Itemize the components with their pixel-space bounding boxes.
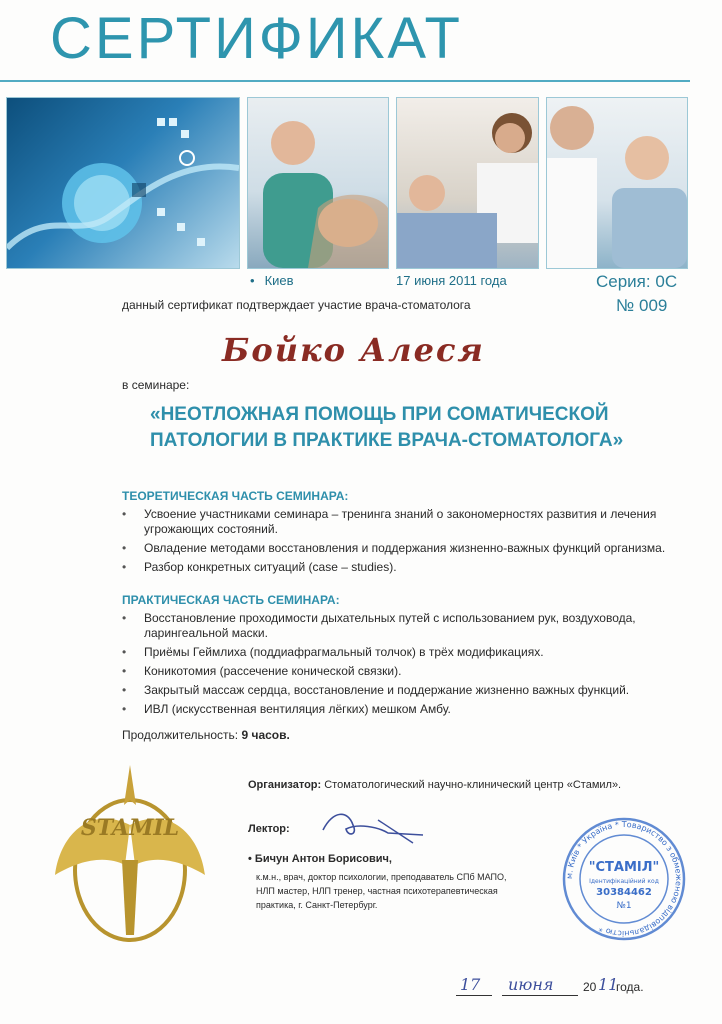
dentist-photo-1 [247, 97, 389, 269]
stamp-ring-text: м. Київ * Україна * Товариство з обмеженою відповідальністю * [564, 819, 684, 939]
list-item: • Закрытый массаж сердца, восстановление и поддержание жизненно важных функций. [122, 683, 697, 698]
seminar-title: «НЕОТЛОЖНАЯ ПОМОЩЬ ПРИ СОМАТИЧЕСКОЙ ПАТОЛОГИИ В ПРАКТИКЕ ВРАЧА-СТОМАТОЛОГА» [150, 404, 624, 451]
sign-date: 17 июня 20 11 года. [450, 975, 670, 1005]
logo-text: STAMIL [80, 815, 180, 841]
dentist-photo-3 [546, 97, 688, 269]
lector-label: Лектор: [248, 823, 290, 835]
title-divider [0, 80, 690, 82]
lector-name: • Бичун Антон Борисович, [248, 853, 392, 865]
certificate-number: № 009 [616, 296, 668, 315]
participant-name: Бойко Алеся [222, 331, 485, 369]
location: • Киев [250, 273, 294, 288]
list-item: • ИВЛ (искусственная вентиляция лёгких) мешком Амбу. [122, 702, 697, 717]
list-item: • Овладение методами восстановления и поддержания жизненно-важных функций организма. [122, 541, 697, 556]
theory-list [122, 507, 697, 575]
series: Серия: 0С [596, 272, 678, 291]
seminar-label: в семинаре: [122, 378, 190, 392]
company-stamp [560, 815, 688, 943]
theory-heading: ТЕОРЕТИЧЕСКАЯ ЧАСТЬ СЕМИНАРА: [122, 489, 349, 503]
list-item: • Приёмы Геймлиха (поддиафрагмальный толчок) в трёх модификациях. [122, 645, 697, 660]
duration: Продолжительность: 9 часов. [122, 728, 290, 742]
signature [318, 805, 428, 845]
stamil-logo [50, 765, 210, 955]
stamp-number: №1 [616, 901, 632, 911]
theory-section [122, 489, 697, 579]
practice-heading: ПРАКТИЧЕСКАЯ ЧАСТЬ СЕМИНАРА: [122, 593, 340, 607]
list-item: • Коникотомия (рассечение конической связки). [122, 664, 697, 679]
stamp-code-label: Ідентифікаційний код [589, 878, 659, 885]
certificate-title: СЕРТИФИКАТ [50, 6, 463, 71]
bullet-icon: • [250, 273, 255, 288]
tech-graphic-image [6, 97, 240, 269]
stamp-center-text: "СТАМІЛ" [588, 860, 660, 875]
practice-section [122, 593, 697, 721]
dentist-photo-2 [396, 97, 539, 269]
confirm-text: данный сертификат подтверждает участие врача-стоматолога [122, 298, 471, 312]
lector-description: к.м.н., врач, доктор психологии, преподаватель СПб МАПО, НЛП мастер, НЛП тренер, частная психотерапевтическая практика, г. Санкт-Петербург. [256, 872, 507, 910]
list-item: • Разбор конкретных ситуаций (case – studies). [122, 560, 697, 575]
stamp-code: 30384462 [596, 887, 652, 898]
organizer: Организатор: Стоматологический научно-клинический центр «Стамил». [248, 779, 622, 791]
list-item: • Восстановление проходимости дыхательных путей с использованием рук, воздуховода, ларингеальной маски. [122, 611, 697, 641]
practice-list [122, 611, 697, 717]
event-date: 17 июня 2011 года [396, 273, 507, 288]
list-item: • Усвоение участниками семинара – тренинга знаний о закономерностях развития и лечения угрожающих состояний. [122, 507, 697, 537]
